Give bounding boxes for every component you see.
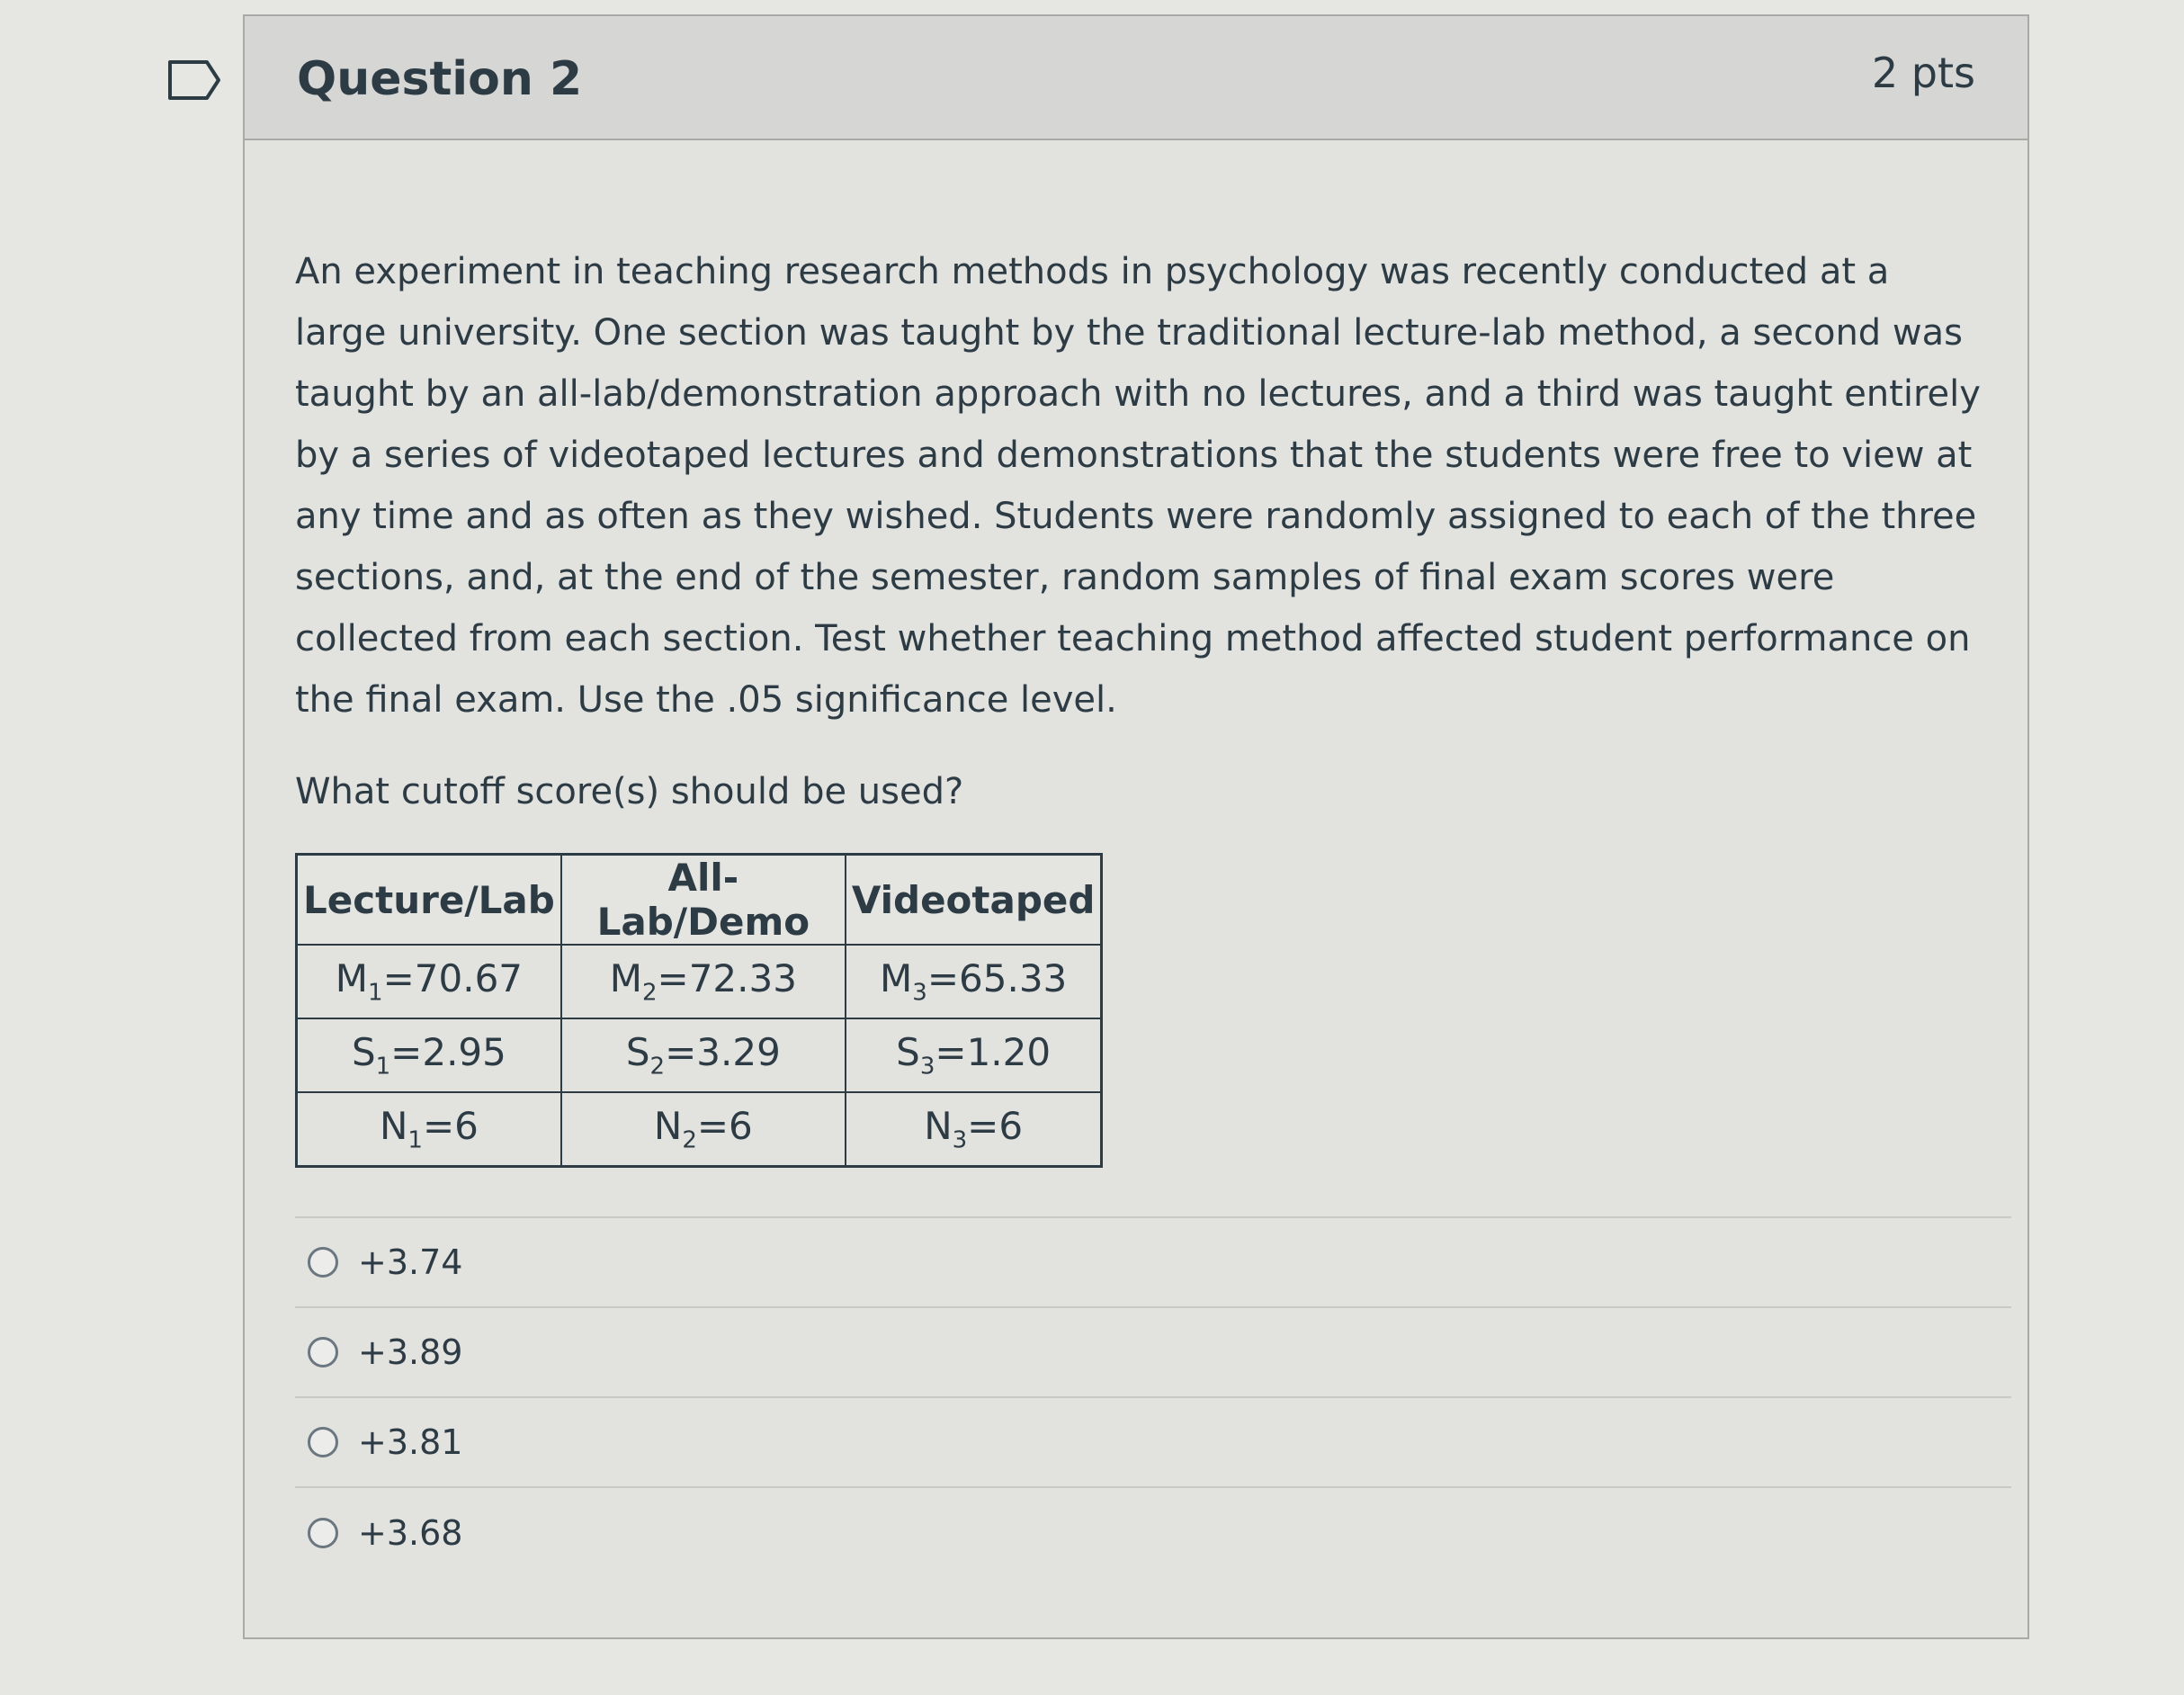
answer-label[interactable]: +3.81 [358, 1422, 463, 1462]
answer-label[interactable]: +3.89 [358, 1332, 463, 1372]
radio-button-icon[interactable] [308, 1247, 338, 1278]
statistics-table [295, 853, 1103, 1168]
radio-button-icon[interactable] [308, 1518, 338, 1548]
table-header-cell: Videotaped [846, 855, 1102, 946]
table-row [297, 1092, 1102, 1167]
table-cell: $S_2=3.29$ [561, 1018, 846, 1092]
table-header-cell: Lecture/Lab [297, 855, 561, 946]
answer-option[interactable] [295, 1308, 2011, 1398]
table-cell: $S_1=2.95$ [297, 1018, 561, 1092]
radio-button-icon[interactable] [308, 1427, 338, 1457]
table-row [297, 945, 1102, 1018]
table-row [297, 1018, 1102, 1092]
question-title: Question 2 [297, 52, 583, 106]
table-header-row [297, 855, 1102, 946]
answer-list [295, 1216, 2011, 1578]
answer-label[interactable]: +3.68 [358, 1513, 463, 1553]
question-text: An experiment in teaching research methods in psychology was recently conducted at a large university. One section was taught by the traditional lecture-lab method, a second was taught by an all-lab/demonstration approach with no lectures, and a third was taught entirely by a series of videotaped lectures and demonstrations that the students were free to view at any time and as often as they wished. Students were randomly assigned to each of the three sections, and, at the end of the semester, random samples of final exam scores were collected from each section. Test whether teaching method affected student performance on the final exam. Use the .05 significance level. [295, 251, 1981, 721]
question-header [245, 16, 2027, 140]
table-cell: $N_1=6$ [297, 1092, 561, 1167]
table-cell: $M_1=70.67$ [297, 945, 561, 1018]
table-cell: $N_2=6$ [561, 1092, 846, 1167]
question-points: 2 pts [1871, 49, 1975, 97]
question-card [243, 14, 2029, 1639]
table-cell: $N_3=6$ [846, 1092, 1102, 1167]
radio-button-icon[interactable] [308, 1337, 338, 1368]
table-cell: $S_3=1.20$ [846, 1018, 1102, 1092]
table-cell: $M_3=65.33$ [846, 945, 1102, 1018]
question-prompt: What cutoff score(s) should be used? [295, 771, 964, 812]
table-cell: $M_2=72.33$ [561, 945, 846, 1018]
question-body [295, 241, 1986, 1168]
table-header-cell: All-Lab/Demo [561, 855, 846, 946]
answer-option[interactable] [295, 1218, 2011, 1308]
answer-label[interactable]: +3.74 [358, 1242, 463, 1282]
bookmark-flag-icon[interactable] [167, 59, 221, 101]
answer-option[interactable] [295, 1488, 2011, 1578]
answer-option[interactable] [295, 1398, 2011, 1488]
